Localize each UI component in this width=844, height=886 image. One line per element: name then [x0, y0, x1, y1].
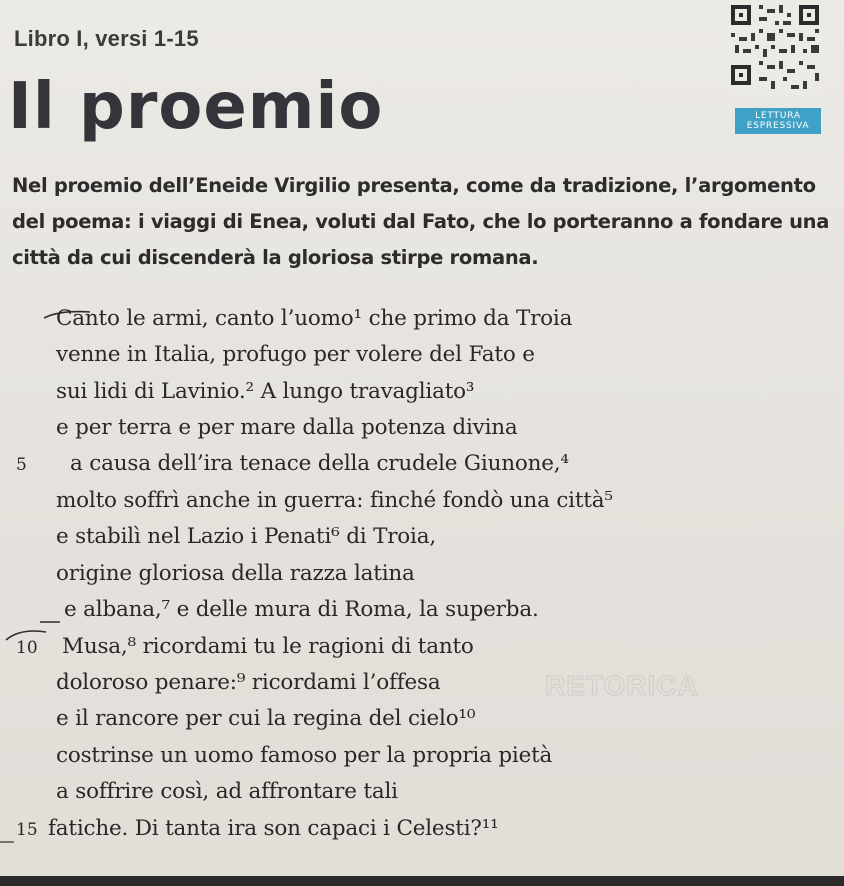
verse-number: 10: [16, 638, 38, 658]
verse-line: sui lidi di Lavinio.² A lungo travagliato³: [56, 379, 475, 404]
intro-line: Nel proemio dell’Eneide Virgilio presenta, come da tradizione, l’argomento: [12, 174, 816, 197]
verse-line: a soffrire così, ad affrontare tali: [56, 779, 398, 804]
verse-line: Musa,⁸ ricordami tu le ragioni di tanto: [62, 634, 474, 659]
verse-line: e il rancore per cui la regina del cielo¹⁰: [56, 706, 476, 731]
intro-line: città da cui discenderà la gloriosa stirpe romana.: [12, 246, 539, 269]
page-edge-shadow: [0, 876, 844, 886]
page-title: Il proemio: [8, 70, 384, 144]
retorica-annotation: RETORICA: [545, 670, 699, 701]
verse-line: a causa dell’ira tenace della crudele Giunone,⁴: [70, 451, 569, 476]
verse-line: costrinse un uomo famoso per la propria pietà: [56, 743, 553, 768]
badge-line-1: LETTURA: [755, 111, 801, 121]
verse-line: e stabilì nel Lazio i Penati⁶ di Troia,: [56, 524, 436, 549]
verse-line: e albana,⁷ e delle mura di Roma, la superba.: [64, 597, 539, 622]
verse-number: 5: [16, 455, 27, 475]
verse-line: Canto le armi, canto l’uomo¹ che primo da Troia: [56, 306, 573, 331]
badge-line-2: ESPRESSIVA: [746, 121, 810, 131]
verse-line: e per terra e per mare dalla potenza divina: [56, 415, 518, 440]
verse-line: fatiche. Di tanta ira son capaci i Celesti?¹¹: [48, 816, 499, 841]
verse-number: 15: [16, 820, 38, 840]
verse-line: origine gloriosa della razza latina: [56, 561, 415, 586]
subtitle: Libro I, versi 1-15: [14, 26, 199, 51]
verse-line: molto soffrì anche in guerra: finché fondò una città⁵: [56, 488, 613, 513]
intro-line: del poema: i viaggi di Enea, voluti dal Fato, che lo porteranno a fondare una: [12, 210, 830, 233]
verse-line: venne in Italia, profugo per volere del Fato e: [56, 342, 535, 367]
verse-line: doloroso penare:⁹ ricordami l’offesa: [56, 670, 441, 695]
